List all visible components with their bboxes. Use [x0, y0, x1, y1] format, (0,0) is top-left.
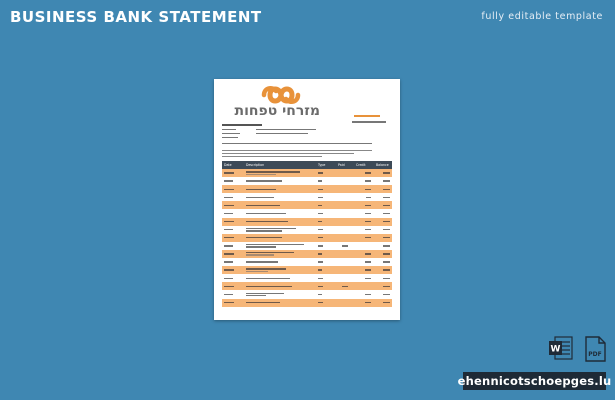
account-line: [222, 137, 238, 138]
column-header-type: Type: [318, 163, 326, 167]
table-row: [222, 274, 392, 282]
svg-text:W: W: [550, 344, 561, 355]
account-line: [256, 133, 308, 134]
table-row: [222, 258, 392, 266]
account-line: [222, 124, 262, 126]
website-badge[interactable]: ehennicotschoepges.lu: [457, 374, 612, 388]
table-row: [222, 226, 392, 234]
column-header-credit: Credit: [356, 163, 366, 167]
table-row: [222, 201, 392, 209]
note-line: [222, 143, 372, 144]
table-row: [222, 266, 392, 274]
table-row: [222, 234, 392, 242]
table-row: [222, 250, 392, 258]
table-row: [222, 282, 392, 290]
svg-text:PDF: PDF: [588, 351, 602, 358]
table-row: [222, 209, 392, 217]
note-line: [222, 150, 372, 151]
table-row: [222, 242, 392, 250]
table-row: [222, 218, 392, 226]
page-subtitle: fully editable template: [481, 11, 603, 22]
table-row: [222, 193, 392, 201]
account-line: [256, 129, 316, 130]
table-header-row: [222, 161, 392, 169]
account-line: [222, 133, 240, 134]
statement-label-mark: [354, 115, 380, 117]
statement-date-mark: [352, 121, 386, 123]
column-header-date: Date: [224, 163, 232, 167]
bank-logo-text: מזרחי טפחות: [234, 103, 320, 119]
table-row: [222, 185, 392, 193]
page-title: BUSINESS BANK STATEMENT: [10, 8, 262, 26]
statement-document-preview[interactable]: [214, 79, 400, 320]
note-line: [222, 156, 322, 157]
table-row: [222, 290, 392, 298]
word-document-icon[interactable]: [549, 336, 573, 360]
table-row: [222, 169, 392, 177]
transactions-table: [222, 161, 392, 307]
pdf-document-icon[interactable]: [584, 336, 606, 362]
account-line: [222, 129, 236, 130]
note-line: [222, 153, 354, 154]
column-header-balance: Balance: [376, 163, 389, 167]
table-row: [222, 177, 392, 185]
bank-logo: [224, 83, 334, 123]
column-header-paid: Paid: [338, 163, 345, 167]
column-header-description: Description: [246, 163, 265, 167]
table-row: [222, 299, 392, 307]
